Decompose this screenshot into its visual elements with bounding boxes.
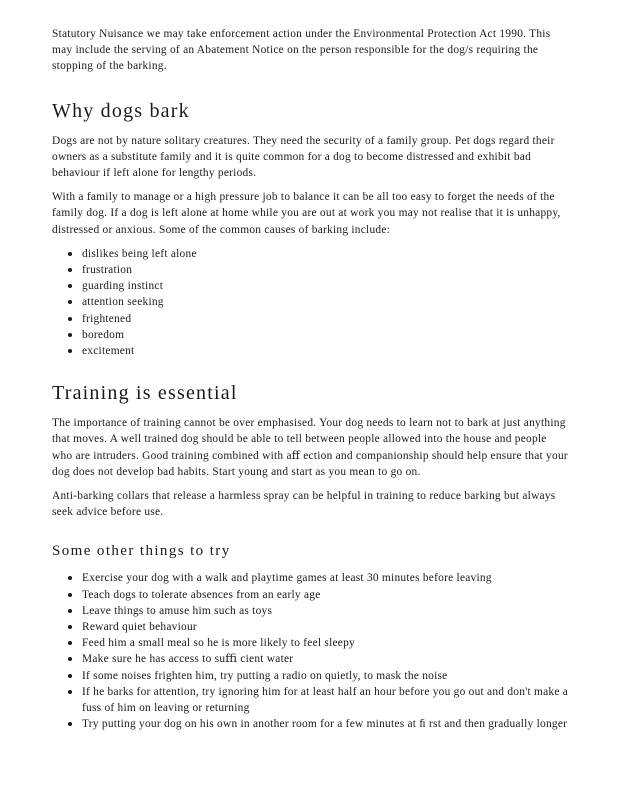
list-item: Make sure he has access to suﬃ cient water xyxy=(52,651,570,667)
list-item: frightened xyxy=(52,311,570,327)
why-paragraph-2: With a family to manage or a high pressure job to balance it can be all too easy to forget the needs of the family dog. If a dog is left alone at home while you are out at work you may not realise that it is unhappy, distressed or anxious. Some of the common causes of barking include: xyxy=(52,191,561,236)
training-paragraph-1: The importance of training cannot be over emphasised. Your dog needs to learn not to bark at just anything that moves. A well trained dog should be able to tell between people allowed into the house and people who are intruders. Good training combined with aﬀ ection and companionship should help ensure that your dog does not develop bad habits. Start young and start as you mean to go on. xyxy=(52,417,568,478)
list-item: Reward quiet behaviour xyxy=(52,619,570,635)
list-item: excitement xyxy=(52,343,570,359)
barking-causes-list xyxy=(52,246,570,359)
list-item: If he barks for attention, try ignoring him for at least half an hour before you go out and don't make a fuss of him on leaving or returning xyxy=(52,684,570,716)
list-item: Try putting your dog on his own in another room for a few minutes at ﬁ rst and then gradually longer xyxy=(52,716,570,732)
list-item: Leave things to amuse him such as toys xyxy=(52,603,570,619)
list-item: Teach dogs to tolerate absences from an early age xyxy=(52,587,570,603)
list-item: Exercise your dog with a walk and playtime games at least 30 minutes before leaving xyxy=(52,570,570,586)
why-paragraph-1: Dogs are not by nature solitary creatures. They need the security of a family group. Pet dogs regard their owners as a substitute family and it is quite common for a dog to become distressed and exhibit bad behaviour if left alone for lengthy periods. xyxy=(52,134,555,180)
document-page xyxy=(52,26,570,733)
tips-list xyxy=(52,570,570,732)
intro-paragraph: Statutory Nuisance we may take enforcement action under the Environmental Protection Act 1990. This may include the serving of an Abatement Notice on the person responsible for the dog/s requiring the stopping of the barking. xyxy=(52,28,551,73)
training-paragraph-2: Anti-barking collars that release a harmless spray can be helpful in training to reduce barking but always seek advice before use. xyxy=(52,490,556,519)
list-item: guarding instinct xyxy=(52,278,570,294)
list-item: Feed him a small meal so he is more likely to feel sleepy xyxy=(52,635,570,651)
list-item: attention seeking xyxy=(52,294,570,310)
list-item: frustration xyxy=(52,262,570,278)
heading-why-dogs-bark: Why dogs bark xyxy=(52,99,190,122)
list-item: dislikes being left alone xyxy=(52,246,570,262)
heading-training-is-essential: Training is essential xyxy=(52,382,238,405)
heading-some-other-things: Some other things to try xyxy=(52,543,231,560)
list-item: boredom xyxy=(52,327,570,343)
list-item: If some noises frighten him, try putting a radio on quietly, to mask the noise xyxy=(52,668,570,684)
